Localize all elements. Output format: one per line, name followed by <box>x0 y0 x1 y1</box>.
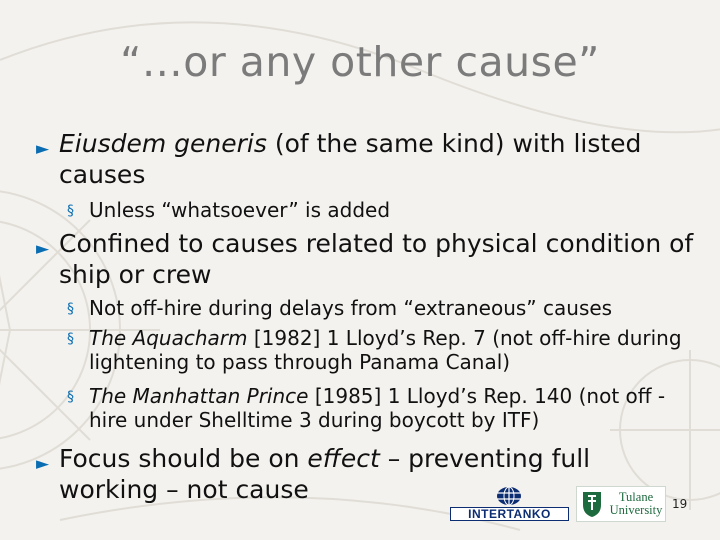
triangle-bullet-icon: ► <box>36 239 50 259</box>
text-segment: (of the same kind) with listed causes <box>59 129 642 189</box>
italic-term: Eiusdem generis <box>59 129 267 158</box>
sub-bullet-extraneous <box>67 296 697 320</box>
sub-bullet-whatsoever <box>67 198 697 222</box>
tulane-name-line1: Tulane <box>618 490 654 504</box>
sub-bullet-aquacharm <box>67 326 697 374</box>
intertanko-logo <box>450 486 569 522</box>
slide-title: “…or any other cause” <box>120 38 600 86</box>
sub-bullet-manhattan-prince <box>67 384 697 432</box>
bullet-text: Confined to causes related to physical condition of ship or crew <box>59 229 694 289</box>
text-segment: [1985] 1 Lloyd’s Rep. 140 (not off -hire under Shelltime 3 during boycott by ITF) <box>89 384 666 432</box>
italic-term: effect <box>307 444 380 473</box>
sub-bullet-text: Not off-hire during delays from “extraneous” causes <box>89 296 613 320</box>
section-bullet-icon: § <box>67 389 74 405</box>
section-bullet-icon: § <box>67 203 74 219</box>
sub-bullet-text: Unless “whatsoever” is added <box>89 198 391 222</box>
sub-bullet-text <box>67 326 697 374</box>
triangle-bullet-icon: ► <box>36 139 50 159</box>
bullet-confined-to-causes <box>36 228 696 290</box>
case-name: The Manhattan Prince <box>89 384 309 408</box>
section-bullet-icon: § <box>67 331 74 347</box>
tulane-shield-icon <box>581 490 603 518</box>
text-segment: Focus should be on <box>59 444 308 473</box>
page-number: 19 <box>672 497 688 511</box>
bullet-eiusdem-generis <box>36 128 696 190</box>
text-segment: – preventing full working – not cause <box>59 444 591 504</box>
tulane-name-line2: University <box>609 503 663 517</box>
bullet-text <box>36 128 696 190</box>
triangle-bullet-icon: ► <box>36 454 50 474</box>
globe-icon <box>492 486 526 506</box>
tulane-university-logo <box>576 486 666 522</box>
sub-bullet-text <box>67 384 697 432</box>
case-name: The Aquacharm <box>89 326 248 350</box>
section-bullet-icon: § <box>67 301 74 317</box>
tulane-name <box>607 491 665 517</box>
text-segment: [1982] 1 Lloyd’s Rep. 7 (not off-hire during lightening to pass through Panama Canal) <box>89 326 682 374</box>
intertanko-wordmark: INTERTANKO <box>450 507 569 521</box>
